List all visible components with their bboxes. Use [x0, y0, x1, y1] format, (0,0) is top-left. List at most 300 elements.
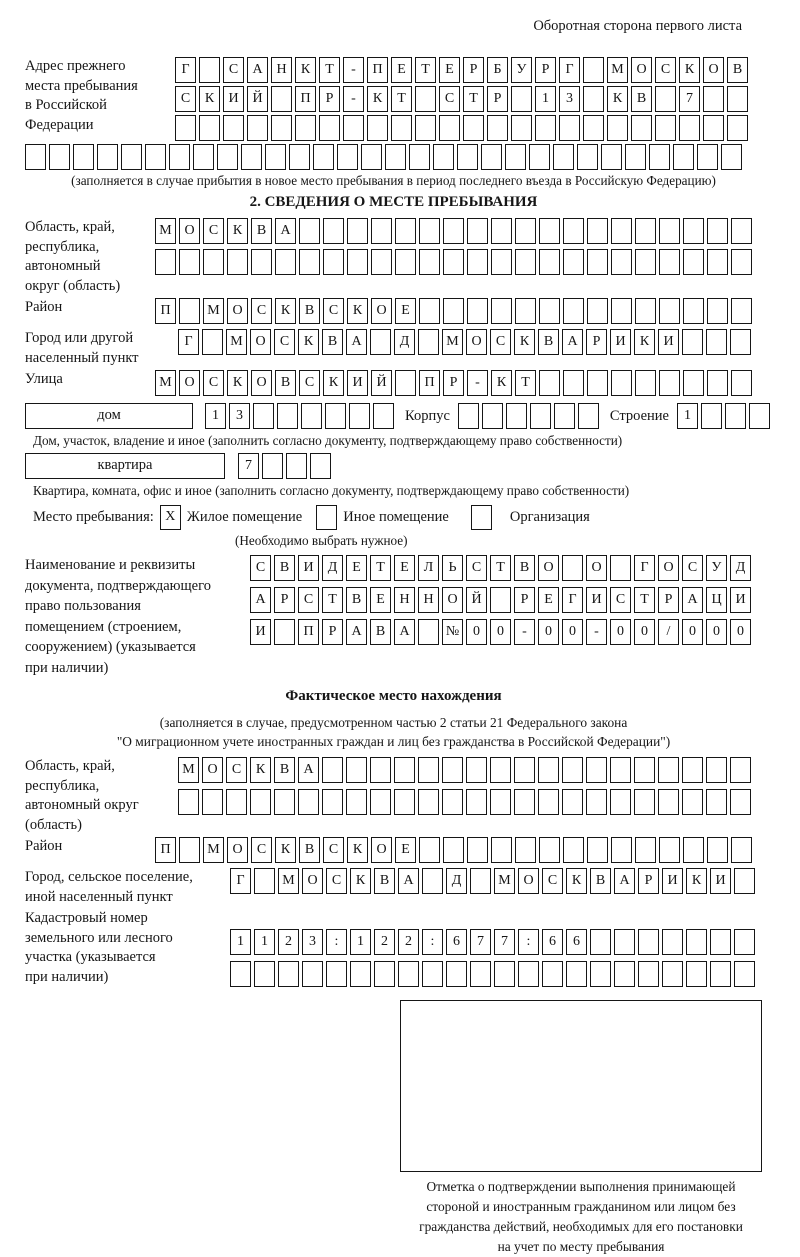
char-box[interactable]: С: [439, 86, 460, 112]
char-box[interactable]: [635, 218, 656, 244]
char-box[interactable]: Т: [634, 587, 655, 613]
char-box[interactable]: [554, 403, 575, 429]
char-box[interactable]: С: [299, 370, 320, 396]
char-box[interactable]: [227, 249, 248, 275]
char-box[interactable]: К: [347, 837, 368, 863]
char-box[interactable]: М: [203, 298, 224, 324]
char-box[interactable]: [538, 789, 559, 815]
char-box[interactable]: К: [199, 86, 220, 112]
char-box[interactable]: [727, 86, 748, 112]
char-box[interactable]: [422, 961, 443, 987]
char-box[interactable]: 7: [679, 86, 700, 112]
char-box[interactable]: С: [323, 298, 344, 324]
char-box[interactable]: [323, 218, 344, 244]
char-box[interactable]: С: [655, 57, 676, 83]
char-box[interactable]: [658, 789, 679, 815]
char-box[interactable]: А: [394, 619, 415, 645]
char-box[interactable]: [199, 57, 220, 83]
char-box[interactable]: С: [175, 86, 196, 112]
char-box[interactable]: [299, 218, 320, 244]
char-box[interactable]: С: [251, 837, 272, 863]
char-box[interactable]: Н: [394, 587, 415, 613]
char-box[interactable]: И: [658, 329, 679, 355]
char-box[interactable]: [515, 218, 536, 244]
char-box[interactable]: М: [607, 57, 628, 83]
char-box[interactable]: [169, 144, 190, 170]
char-box[interactable]: К: [275, 837, 296, 863]
char-box[interactable]: [614, 961, 635, 987]
char-box[interactable]: Й: [466, 587, 487, 613]
char-box[interactable]: [601, 144, 622, 170]
char-box[interactable]: [226, 789, 247, 815]
char-box[interactable]: [299, 249, 320, 275]
char-box[interactable]: В: [590, 868, 611, 894]
char-box[interactable]: Т: [322, 587, 343, 613]
char-box[interactable]: С: [223, 57, 244, 83]
char-box[interactable]: [706, 757, 727, 783]
char-box[interactable]: А: [250, 587, 271, 613]
char-box[interactable]: [611, 837, 632, 863]
char-box[interactable]: Т: [391, 86, 412, 112]
char-box[interactable]: 7: [494, 929, 515, 955]
char-box[interactable]: К: [275, 298, 296, 324]
char-box[interactable]: [683, 370, 704, 396]
char-box[interactable]: 1: [230, 929, 251, 955]
char-box[interactable]: [350, 961, 371, 987]
char-box[interactable]: [419, 298, 440, 324]
char-box[interactable]: Р: [514, 587, 535, 613]
char-box[interactable]: [731, 218, 752, 244]
char-box[interactable]: [659, 370, 680, 396]
char-box[interactable]: О: [658, 555, 679, 581]
char-box[interactable]: 0: [634, 619, 655, 645]
char-box[interactable]: 2: [278, 929, 299, 955]
char-box[interactable]: [271, 115, 292, 141]
char-box[interactable]: [683, 837, 704, 863]
char-box[interactable]: С: [542, 868, 563, 894]
char-box[interactable]: [467, 837, 488, 863]
char-box[interactable]: К: [491, 370, 512, 396]
char-box[interactable]: Е: [394, 555, 415, 581]
char-box[interactable]: [490, 789, 511, 815]
char-box[interactable]: [415, 86, 436, 112]
char-box[interactable]: [319, 115, 340, 141]
char-box[interactable]: О: [371, 298, 392, 324]
char-box[interactable]: [203, 249, 224, 275]
char-box[interactable]: /: [658, 619, 679, 645]
char-box[interactable]: С: [466, 555, 487, 581]
char-box[interactable]: [638, 961, 659, 987]
char-box[interactable]: 3: [559, 86, 580, 112]
char-box[interactable]: [418, 789, 439, 815]
char-box[interactable]: [374, 961, 395, 987]
char-box[interactable]: М: [442, 329, 463, 355]
char-box[interactable]: [481, 144, 502, 170]
char-box[interactable]: [577, 144, 598, 170]
char-box[interactable]: Д: [730, 555, 751, 581]
char-box[interactable]: Е: [346, 555, 367, 581]
char-box[interactable]: [145, 144, 166, 170]
char-box[interactable]: [371, 218, 392, 244]
char-box[interactable]: П: [155, 837, 176, 863]
char-box[interactable]: 2: [374, 929, 395, 955]
char-box[interactable]: А: [614, 868, 635, 894]
char-box[interactable]: [682, 757, 703, 783]
char-box[interactable]: [325, 403, 346, 429]
char-box[interactable]: -: [586, 619, 607, 645]
char-box[interactable]: [370, 329, 391, 355]
char-box[interactable]: Ц: [706, 587, 727, 613]
char-box[interactable]: №: [442, 619, 463, 645]
char-box[interactable]: [179, 298, 200, 324]
char-box[interactable]: [730, 329, 751, 355]
char-box[interactable]: [655, 86, 676, 112]
char-box[interactable]: 6: [446, 929, 467, 955]
char-box[interactable]: Е: [538, 587, 559, 613]
char-box[interactable]: [635, 837, 656, 863]
char-box[interactable]: [587, 370, 608, 396]
char-box[interactable]: У: [706, 555, 727, 581]
char-box[interactable]: [590, 961, 611, 987]
char-box[interactable]: [395, 370, 416, 396]
char-box[interactable]: С: [326, 868, 347, 894]
char-box[interactable]: [286, 453, 307, 479]
char-box[interactable]: [578, 403, 599, 429]
char-box[interactable]: К: [323, 370, 344, 396]
char-box[interactable]: [155, 249, 176, 275]
char-box[interactable]: 7: [470, 929, 491, 955]
char-box[interactable]: [97, 144, 118, 170]
char-box[interactable]: [706, 789, 727, 815]
char-box[interactable]: [418, 757, 439, 783]
char-box[interactable]: [482, 403, 503, 429]
char-box[interactable]: [538, 757, 559, 783]
char-box[interactable]: [562, 789, 583, 815]
char-box[interactable]: [121, 144, 142, 170]
char-box[interactable]: [563, 218, 584, 244]
char-box[interactable]: [277, 403, 298, 429]
char-box[interactable]: [734, 929, 755, 955]
char-box[interactable]: К: [295, 57, 316, 83]
char-box[interactable]: М: [278, 868, 299, 894]
char-box[interactable]: Е: [391, 57, 412, 83]
char-box[interactable]: [275, 249, 296, 275]
char-box[interactable]: [487, 115, 508, 141]
char-box[interactable]: [707, 218, 728, 244]
char-box[interactable]: [562, 757, 583, 783]
char-box[interactable]: [458, 403, 479, 429]
char-box[interactable]: Д: [446, 868, 467, 894]
char-box[interactable]: И: [250, 619, 271, 645]
char-box[interactable]: 1: [535, 86, 556, 112]
char-box[interactable]: [734, 961, 755, 987]
char-box[interactable]: Г: [178, 329, 199, 355]
char-box[interactable]: А: [682, 587, 703, 613]
char-box[interactable]: О: [442, 587, 463, 613]
char-box[interactable]: В: [299, 298, 320, 324]
char-box[interactable]: [419, 837, 440, 863]
char-box[interactable]: О: [227, 298, 248, 324]
char-box[interactable]: К: [250, 757, 271, 783]
char-box[interactable]: С: [250, 555, 271, 581]
char-box[interactable]: [217, 144, 238, 170]
char-box[interactable]: О: [227, 837, 248, 863]
char-box[interactable]: [175, 115, 196, 141]
char-box[interactable]: [271, 86, 292, 112]
char-box[interactable]: [515, 298, 536, 324]
char-box[interactable]: [514, 789, 535, 815]
char-box[interactable]: [586, 757, 607, 783]
char-box[interactable]: [490, 587, 511, 613]
char-box[interactable]: [467, 249, 488, 275]
char-box[interactable]: [223, 115, 244, 141]
char-box[interactable]: К: [350, 868, 371, 894]
char-box[interactable]: О: [250, 329, 271, 355]
char-box[interactable]: [347, 218, 368, 244]
char-box[interactable]: [443, 298, 464, 324]
char-box[interactable]: [361, 144, 382, 170]
char-box[interactable]: [343, 115, 364, 141]
char-box[interactable]: [707, 837, 728, 863]
char-box[interactable]: М: [155, 370, 176, 396]
char-box[interactable]: О: [538, 555, 559, 581]
char-box[interactable]: [542, 961, 563, 987]
char-box[interactable]: [563, 837, 584, 863]
char-box[interactable]: 6: [566, 929, 587, 955]
char-box[interactable]: [566, 961, 587, 987]
char-box[interactable]: [443, 837, 464, 863]
char-box[interactable]: В: [727, 57, 748, 83]
char-box[interactable]: [587, 837, 608, 863]
char-box[interactable]: [614, 929, 635, 955]
char-box[interactable]: [635, 298, 656, 324]
char-box[interactable]: [265, 144, 286, 170]
char-box[interactable]: К: [347, 298, 368, 324]
char-box[interactable]: [686, 929, 707, 955]
char-box[interactable]: [631, 115, 652, 141]
char-box[interactable]: [658, 757, 679, 783]
char-box[interactable]: А: [346, 329, 367, 355]
char-box[interactable]: [470, 868, 491, 894]
char-box[interactable]: К: [686, 868, 707, 894]
char-box[interactable]: [385, 144, 406, 170]
char-box[interactable]: [289, 144, 310, 170]
char-box[interactable]: [346, 789, 367, 815]
char-box[interactable]: [394, 789, 415, 815]
char-box[interactable]: [251, 249, 272, 275]
char-box[interactable]: Г: [634, 555, 655, 581]
char-box[interactable]: [467, 298, 488, 324]
checkbox-residential[interactable]: X: [160, 505, 181, 530]
char-box[interactable]: [515, 249, 536, 275]
char-box[interactable]: С: [274, 329, 295, 355]
char-box[interactable]: :: [518, 929, 539, 955]
char-box[interactable]: 1: [350, 929, 371, 955]
char-box[interactable]: [563, 249, 584, 275]
char-box[interactable]: [562, 555, 583, 581]
char-box[interactable]: -: [514, 619, 535, 645]
char-box[interactable]: О: [179, 370, 200, 396]
char-box[interactable]: [539, 218, 560, 244]
char-box[interactable]: [230, 961, 251, 987]
char-box[interactable]: [707, 249, 728, 275]
char-box[interactable]: В: [322, 329, 343, 355]
char-box[interactable]: [346, 757, 367, 783]
char-box[interactable]: Р: [658, 587, 679, 613]
char-box[interactable]: [659, 837, 680, 863]
char-box[interactable]: [179, 837, 200, 863]
char-box[interactable]: [295, 115, 316, 141]
char-box[interactable]: О: [371, 837, 392, 863]
char-box[interactable]: 1: [254, 929, 275, 955]
char-box[interactable]: [313, 144, 334, 170]
char-box[interactable]: [686, 961, 707, 987]
char-box[interactable]: [703, 115, 724, 141]
char-box[interactable]: [491, 249, 512, 275]
char-box[interactable]: О: [703, 57, 724, 83]
char-box[interactable]: [683, 218, 704, 244]
char-box[interactable]: И: [586, 587, 607, 613]
char-box[interactable]: [518, 961, 539, 987]
char-box[interactable]: [703, 86, 724, 112]
char-box[interactable]: [494, 961, 515, 987]
char-box[interactable]: Р: [535, 57, 556, 83]
char-box[interactable]: Е: [395, 837, 416, 863]
char-box[interactable]: 1: [205, 403, 226, 429]
char-box[interactable]: [515, 837, 536, 863]
char-box[interactable]: Р: [443, 370, 464, 396]
char-box[interactable]: [370, 757, 391, 783]
char-box[interactable]: С: [298, 587, 319, 613]
char-box[interactable]: [611, 298, 632, 324]
char-box[interactable]: [419, 218, 440, 244]
char-box[interactable]: [491, 837, 512, 863]
char-box[interactable]: [659, 249, 680, 275]
char-box[interactable]: [443, 249, 464, 275]
char-box[interactable]: М: [203, 837, 224, 863]
char-box[interactable]: 0: [730, 619, 751, 645]
char-box[interactable]: [697, 144, 718, 170]
char-box[interactable]: 6: [542, 929, 563, 955]
char-box[interactable]: [391, 115, 412, 141]
char-box[interactable]: И: [610, 329, 631, 355]
char-box[interactable]: У: [511, 57, 532, 83]
char-box[interactable]: [491, 298, 512, 324]
char-box[interactable]: 3: [229, 403, 250, 429]
char-box[interactable]: И: [223, 86, 244, 112]
char-box[interactable]: [490, 757, 511, 783]
char-box[interactable]: :: [422, 929, 443, 955]
char-box[interactable]: В: [299, 837, 320, 863]
char-box[interactable]: К: [227, 370, 248, 396]
char-box[interactable]: [301, 403, 322, 429]
char-box[interactable]: О: [251, 370, 272, 396]
char-box[interactable]: [370, 789, 391, 815]
char-box[interactable]: :: [326, 929, 347, 955]
char-box[interactable]: [539, 837, 560, 863]
char-box[interactable]: [635, 249, 656, 275]
char-box[interactable]: [506, 403, 527, 429]
char-box[interactable]: О: [466, 329, 487, 355]
char-box[interactable]: [587, 249, 608, 275]
char-box[interactable]: Т: [319, 57, 340, 83]
char-box[interactable]: С: [226, 757, 247, 783]
char-box[interactable]: А: [275, 218, 296, 244]
char-box[interactable]: [539, 370, 560, 396]
char-box[interactable]: [262, 453, 283, 479]
char-box[interactable]: [442, 789, 463, 815]
char-box[interactable]: [610, 789, 631, 815]
char-box[interactable]: К: [298, 329, 319, 355]
char-box[interactable]: [634, 789, 655, 815]
char-box[interactable]: [731, 370, 752, 396]
char-box[interactable]: О: [518, 868, 539, 894]
char-box[interactable]: В: [631, 86, 652, 112]
char-box[interactable]: [607, 115, 628, 141]
char-box[interactable]: [625, 144, 646, 170]
char-box[interactable]: -: [467, 370, 488, 396]
char-box[interactable]: Г: [230, 868, 251, 894]
char-box[interactable]: В: [251, 218, 272, 244]
char-box[interactable]: [727, 115, 748, 141]
house-type-field[interactable]: дом: [25, 403, 193, 429]
char-box[interactable]: К: [634, 329, 655, 355]
char-box[interactable]: [731, 837, 752, 863]
char-box[interactable]: М: [155, 218, 176, 244]
char-box[interactable]: [611, 218, 632, 244]
char-box[interactable]: [337, 144, 358, 170]
char-box[interactable]: [422, 868, 443, 894]
char-box[interactable]: [199, 115, 220, 141]
char-box[interactable]: [611, 249, 632, 275]
char-box[interactable]: [326, 961, 347, 987]
char-box[interactable]: [419, 249, 440, 275]
char-box[interactable]: М: [494, 868, 515, 894]
char-box[interactable]: 7: [238, 453, 259, 479]
char-box[interactable]: [395, 249, 416, 275]
char-box[interactable]: 0: [682, 619, 703, 645]
char-box[interactable]: [302, 961, 323, 987]
char-box[interactable]: В: [374, 868, 395, 894]
char-box[interactable]: [367, 115, 388, 141]
char-box[interactable]: Л: [418, 555, 439, 581]
char-box[interactable]: [635, 370, 656, 396]
char-box[interactable]: [682, 329, 703, 355]
char-box[interactable]: А: [398, 868, 419, 894]
char-box[interactable]: К: [367, 86, 388, 112]
char-box[interactable]: [395, 218, 416, 244]
char-box[interactable]: [749, 403, 770, 429]
char-box[interactable]: [202, 329, 223, 355]
char-box[interactable]: П: [155, 298, 176, 324]
char-box[interactable]: В: [370, 619, 391, 645]
char-box[interactable]: В: [274, 757, 295, 783]
char-box[interactable]: Г: [559, 57, 580, 83]
char-box[interactable]: Д: [322, 555, 343, 581]
char-box[interactable]: [274, 619, 295, 645]
char-box[interactable]: И: [298, 555, 319, 581]
char-box[interactable]: [535, 115, 556, 141]
char-box[interactable]: К: [607, 86, 628, 112]
char-box[interactable]: [530, 403, 551, 429]
char-box[interactable]: [202, 789, 223, 815]
apartment-type-field[interactable]: квартира: [25, 453, 225, 479]
char-box[interactable]: П: [298, 619, 319, 645]
char-box[interactable]: [583, 57, 604, 83]
char-box[interactable]: А: [562, 329, 583, 355]
char-box[interactable]: [179, 249, 200, 275]
char-box[interactable]: [731, 298, 752, 324]
